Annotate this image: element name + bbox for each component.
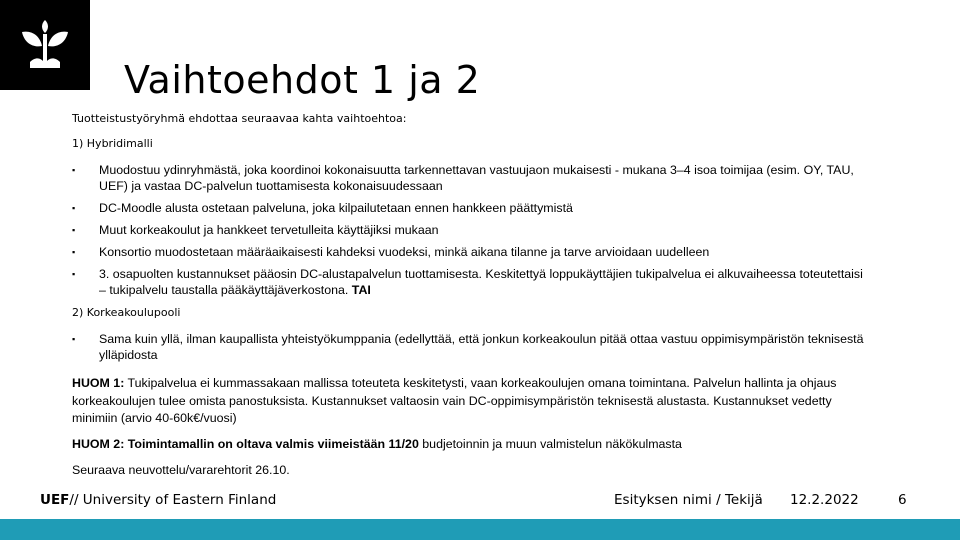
note-2-bold-text: Toimintamallin on oltava valmis viimeistään 11/20 <box>124 437 419 451</box>
note-2 <box>72 436 872 454</box>
list-item-text: DC-Moodle alusta ostetaan palveluna, joka kilpailutetaan ennen hankkeen päättymistä <box>99 201 573 215</box>
uef-logo <box>0 0 90 90</box>
page-title: Vaihtoehdot 1 ja 2 <box>124 58 481 102</box>
footer-date: 12.2.2022 <box>790 492 859 508</box>
bullet-icon: ▪ <box>72 334 76 344</box>
bullet-icon: ▪ <box>72 247 76 257</box>
section-2-bullet-list <box>72 331 872 369</box>
list-item-text: Muodostuu ydinryhmästä, joka koordinoi kokonaisuutta tarkennettavan vastuujaon mukaisesti - mukana 3–4 isoa toimijaa (esim. OY, TAU, UEF) ja vastaa DC-palvelun tuottamisesta kokonaisuudessaan <box>99 163 854 193</box>
list-item <box>72 331 872 363</box>
section-1-bullet-list <box>72 162 872 304</box>
bullet-icon: ▪ <box>72 165 76 175</box>
list-item-text: Sama kuin yllä, ilman kaupallista yhteistyökumppania (edellyttää, että jonkun korkeakoulun pitää ottaa vastuu oppimisympäristön teknisestä ylläpidosta <box>99 332 864 362</box>
list-item <box>72 162 872 194</box>
footer-university <box>40 492 276 508</box>
bullet-icon: ▪ <box>72 269 76 279</box>
uef-plant-logo-icon <box>18 18 72 72</box>
section-1-heading: 1) Hybridimalli <box>72 137 153 150</box>
note-2-text: budjetoinnin ja muun valmistelun näkökulmasta <box>418 437 682 451</box>
list-item <box>72 200 872 216</box>
footer-uef-abbr: UEF <box>40 492 70 508</box>
note-1-label: HUOM 1: <box>72 376 125 390</box>
list-item-text: Muut korkeakoulut ja hankkeet tervetulleita käyttäjiksi mukaan <box>99 223 439 237</box>
footer-university-name: // University of Eastern Finland <box>69 492 277 508</box>
list-item <box>72 266 872 298</box>
list-item-text: 3. osapuolten kustannukset pääosin DC-alustapalvelun tuottamisesta. Keskitettyä loppukäyttäjien tukipalvelua ei alkuvaiheessa toteutettaisi – tukipalvelu taustalla pääkäyttäjäverkostona. <box>99 267 863 297</box>
list-item <box>72 222 872 238</box>
intro-text: Tuotteistustyöryhmä ehdottaa seuraavaa kahta vaihtoehtoa: <box>72 112 407 125</box>
next-meeting-text: Seuraava neuvottelu/vararehtorit 26.10. <box>72 463 290 477</box>
list-item-text: Konsortio muodostetaan määräaikaisesti kahdeksi vuodeksi, minkä aikana tilanne ja tarve arvioidaan uudelleen <box>99 245 710 259</box>
footer-accent-bar <box>0 519 960 540</box>
footer-page-number: 6 <box>898 492 907 508</box>
list-item <box>72 244 872 260</box>
note-1 <box>72 375 872 428</box>
footer-presentation-name: Esityksen nimi / Tekijä <box>614 492 763 508</box>
note-2-label: HUOM 2: <box>72 437 125 451</box>
bullet-icon: ▪ <box>72 203 76 213</box>
note-1-text: Tukipalvelua ei kummassakaan mallissa toteuteta keskitetysti, vaan korkeakoulujen omana toimintana. Palvelun hallinta ja ohjaus korkeakoulujen tulee omista panostuksista. Kustannukset valtaosin vain DC-oppimisympäristön teknisestä alustasta. Kustannukset vedetty minimiin (arvio 40-60k€/vuosi) <box>72 376 837 425</box>
section-2-heading: 2) Korkeakoulupooli <box>72 306 181 319</box>
bullet-icon: ▪ <box>72 225 76 235</box>
list-item-bold-text: TAI <box>351 283 371 297</box>
